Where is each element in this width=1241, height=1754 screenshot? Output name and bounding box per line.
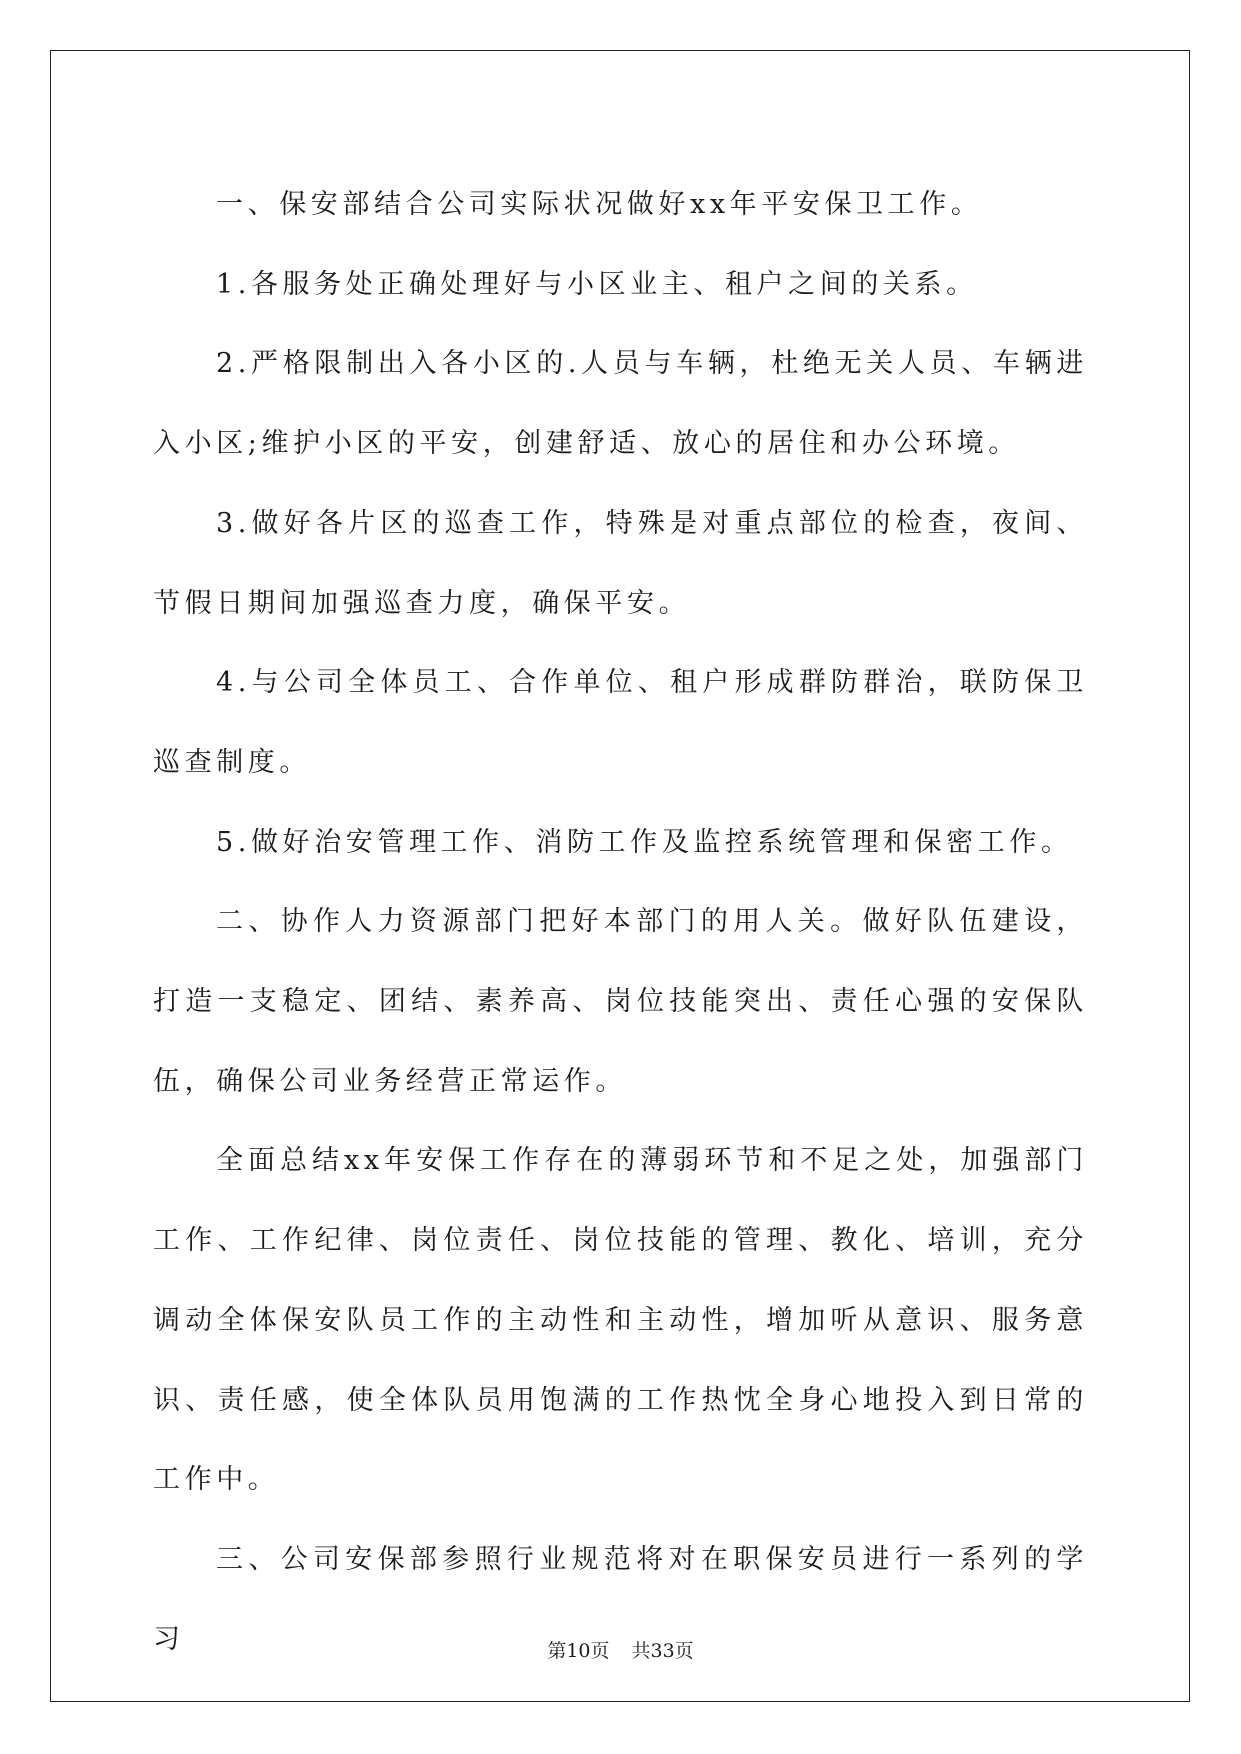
paragraph: 4.与公司全体员工、合作单位、租户形成群防群治，联防保卫巡查制度。 <box>153 667 1088 778</box>
paragraph: 3.做好各片区的巡查工作，特殊是对重点部位的检查，夜间、节假日期间加强巡查力度，确保平安。 <box>153 507 1088 619</box>
document-body <box>153 165 1088 1679</box>
page-footer <box>0 1636 1241 1663</box>
paragraph: 5.做好治安管理工作、消防工作及监控系统管理和保密工作。 <box>216 826 1073 858</box>
paragraph: 全面总结xx年安保工作存在的薄弱环节和不足之处，加强部门工作、工作纪律、岗位责任、岗位技能的管理、教化、培训，充分调动全体保安队员工作的主动性和主动性，增加听从意识、服务意识、责任感，使全体队员用饱满的工作热忱全身心地投入到日常的工作中。 <box>153 1145 1088 1496</box>
paragraph: 二、协作人力资源部门把好本部门的用人关。做好队伍建设，打造一支稳定、团结、素养高、岗位技能突出、责任心强的安保队伍，确保公司业务经营正常运作。 <box>153 906 1088 1097</box>
paragraph: 一、保安部结合公司实际状况做好xx年平安保卫工作。 <box>216 189 983 220</box>
paragraph: 三、公司安保部参照行业规范将对在职保安员进行一系列的学习 <box>153 1543 1088 1655</box>
page-number: 第10页 <box>547 1640 610 1662</box>
paragraph: 1.各服务处正确处理好与小区业主、租户之间的关系。 <box>216 268 978 300</box>
page-total: 共33页 <box>631 1640 694 1662</box>
paragraph: 2.严格限制出入各小区的.人员与车辆，杜绝无关人员、车辆进入小区;维护小区的平安，创建舒适、放心的居住和办公环境。 <box>153 348 1088 460</box>
